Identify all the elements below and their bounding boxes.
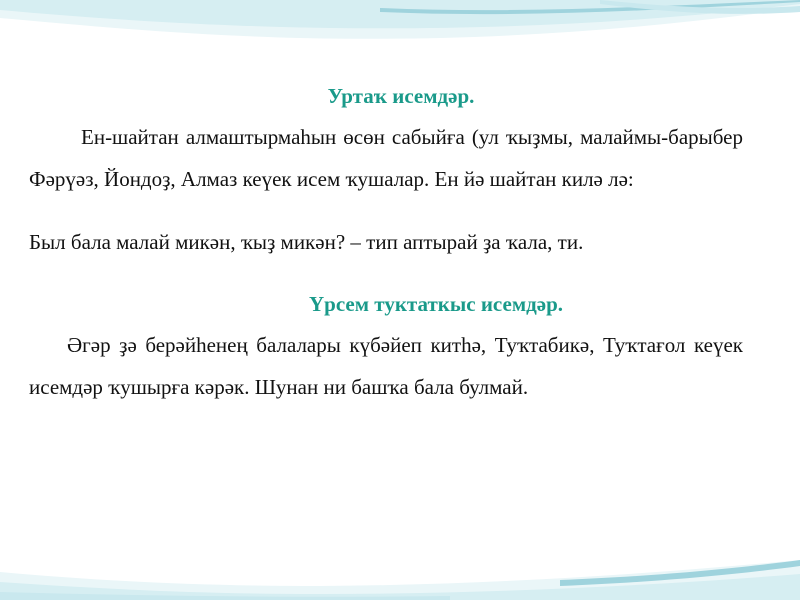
paragraph-stopping-names: Әгәр ҙә берәйһенең балалары күбәйеп китһә, Туҡтабикә, Туҡтағол кеүек исемдәр ҡушырға кәрәк. Шунан ни башҡа бала булмай. — [29, 333, 743, 399]
paragraph-common-names: Ен-шайтан алмаштырмаһын өсөн сабыйға (ул ҡыҙмы, малаймы-барыбер Фәрүәз, Йондоҙ, Алмаз кеүек исем ҡушалар. Ен йә шайтан килә лә: — [29, 125, 743, 191]
heading-stopping-names: Үрсем туктаткыс исемдәр. — [308, 292, 564, 316]
slide-content — [29, 76, 743, 408]
heading-common-names: Уртаҡ исемдәр. — [327, 84, 475, 108]
paragraph-quote: Был бала малай микән, ҡыҙ микән? – тип аптырай ҙа ҡала, ти. — [29, 230, 584, 254]
